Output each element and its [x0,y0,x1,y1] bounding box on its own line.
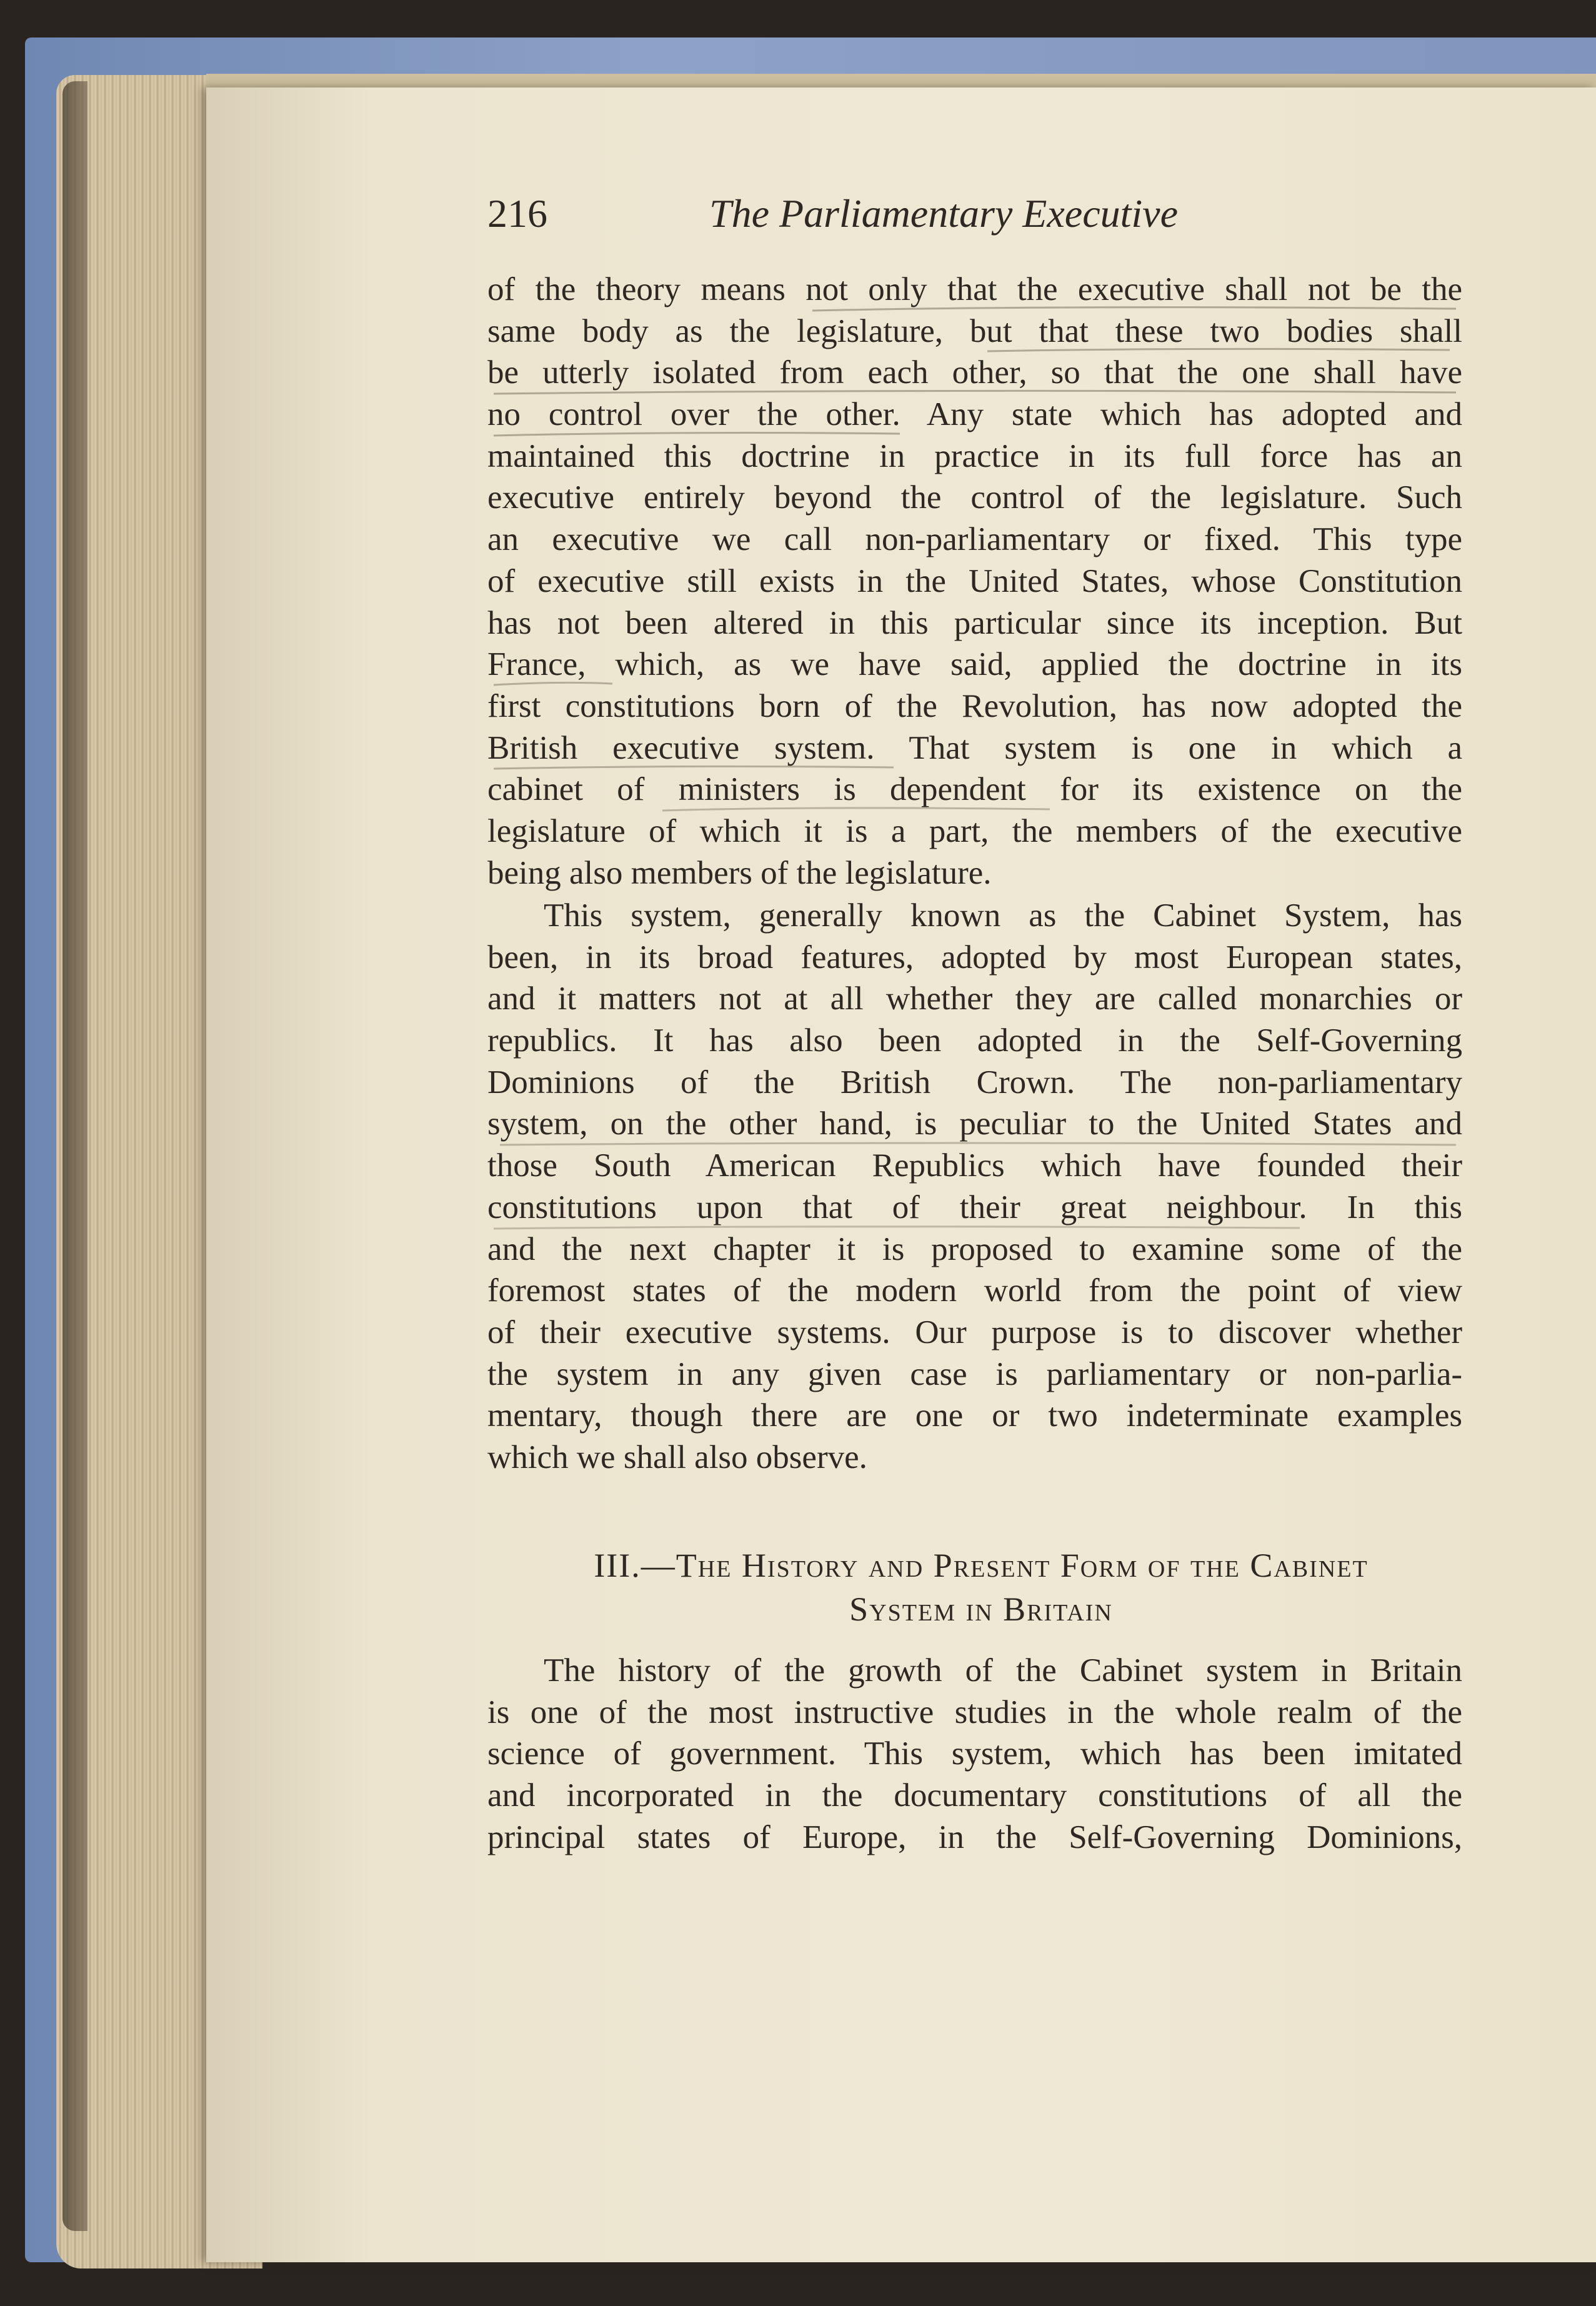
text-line: being also members of the legislature. [487,854,992,891]
text-line: republics. It has also been adopted in the Self-Governing [487,1022,1462,1059]
running-title: The Parliamentary Executive [709,191,1178,236]
text-line: legislature of which it is a part, the members of the executive [487,812,1462,849]
text-line: Dominions of the British Crown. The non-parliamentary [487,1064,1462,1101]
text-line: first constitutions born of the Revolution, has now adopted the [487,687,1462,724]
running-head [487,191,1275,241]
text-line: which we shall also observe. [487,1439,867,1475]
gutter-shadow [62,81,87,2231]
text-line: has not been altered in this particular since its inception. But [487,604,1462,641]
text-line: mentary, though there are one or two indeterminate examples [487,1397,1462,1434]
text-line: those South American Republics which have founded their [487,1147,1462,1184]
text-line: The history of the growth of the Cabinet system in Britain [544,1652,1462,1689]
section-heading [500,1544,1462,1631]
text-line: cabinet of ministers is dependent for its existence on the [487,771,1462,808]
text-line: an executive we call non-parliamentary or fixed. This type [487,521,1462,558]
text-line: same body as the legislature, but that these two bodies shall [487,312,1462,349]
text-line: science of government. This system, which has been imitated [487,1735,1462,1772]
text-line: of their executive systems. Our purpose is to discover whether [487,1314,1462,1350]
text-line: of executive still exists in the United States, whose Constitution [487,562,1462,599]
text-line: British executive system. That system is one in which a [487,729,1462,766]
section-heading-line-2: System in Britain [849,1590,1113,1628]
text-line: be utterly isolated from each other, so that the one shall have [487,354,1462,391]
text-line: foremost states of the modern world from the point of view [487,1272,1462,1309]
text-line: the system in any given case is parliamentary or non-parlia- [487,1355,1462,1392]
text-line: and it matters not at all whether they are called monarchies or [487,981,1462,1017]
text-line: is one of the most instructive studies in the whole realm of the [487,1694,1462,1730]
text-line: principal states of Europe, in the Self-Governing Dominions, [487,1819,1462,1855]
paragraph-1 [487,269,1462,894]
text-line: system, on the other hand, is peculiar to the United States and [487,1106,1462,1142]
text-line: maintained this doctrine in practice in its full force has an [487,437,1462,474]
paragraph-2 [487,895,1462,1479]
paragraph-3 [487,1650,1462,1858]
section-heading-line-1: III.—The History and Present Form of the Cabinet [594,1547,1369,1584]
text-line: been, in its broad features, adopted by most European states, [487,939,1462,976]
text-line: constitutions upon that of their great neighbour. In this [487,1189,1462,1225]
text-line: and incorporated in the documentary constitutions of all the [487,1777,1462,1814]
text-line: and the next chapter it is proposed to examine some of the [487,1230,1462,1267]
page-number: 216 [487,191,547,236]
text-line: of the theory means not only that the executive shall not be the [487,271,1462,307]
text-line: executive entirely beyond the control of the legislature. Such [487,479,1462,516]
text-line: This system, generally known as the Cabinet System, has [544,897,1462,934]
text-line: France, which, as we have said, applied the doctrine in its [487,646,1462,683]
text-line: no control over the other. Any state which has adopted and [487,396,1462,433]
